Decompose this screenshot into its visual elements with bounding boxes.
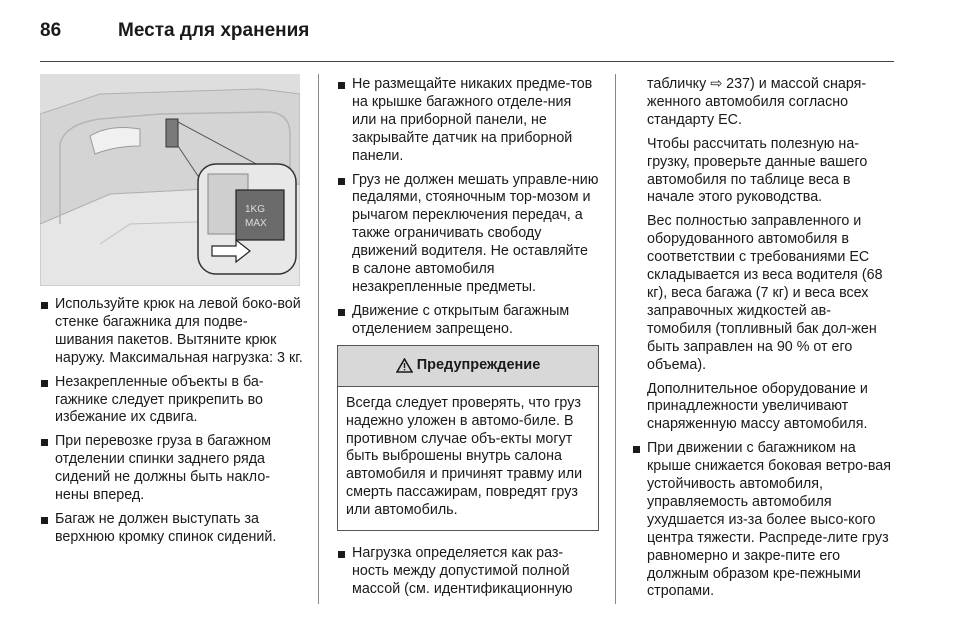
list-item: Нагрузка определяется как раз-ность между допустимой полной массой (см. идентификационную bbox=[337, 545, 599, 599]
bullet-list bbox=[632, 440, 894, 601]
list-item: Груз не должен мешать управле-нию педалями, стояночным тор-мозом и рычагом переключения передач, а также ограничивать свободу движений водителя. Не оставляйте в салоне автомобиля незакрепленные предметы. bbox=[337, 172, 599, 297]
warning-title: Предупреждение bbox=[416, 356, 541, 373]
paragraph: табличку ⇨ 237) и массой снаря-женного автомобиля согласно стандарту ЕС. bbox=[647, 76, 867, 128]
list-item: При перевозке груза в багажном отделении спинки заднего ряда сидений не должны быть накло-нены вперед. bbox=[40, 433, 303, 505]
page-header bbox=[40, 18, 894, 58]
list-item: Незакрепленные объекты в ба-гажнике следует прикрепить во избежание их сдвига. bbox=[40, 374, 303, 428]
column-1 bbox=[40, 74, 303, 553]
warning-triangle-icon bbox=[396, 358, 413, 373]
column-2 bbox=[337, 76, 599, 605]
list-item: Багаж не должен выступать за верхнюю кромку спинок сидений. bbox=[40, 511, 303, 547]
hook-label-max: MAX bbox=[245, 218, 267, 229]
list-item: Движение с открытым багажным отделением запрещено. bbox=[337, 303, 599, 339]
column-3 bbox=[632, 76, 894, 607]
bullet-list bbox=[337, 545, 599, 599]
trunk-illustration-svg bbox=[40, 74, 300, 286]
paragraph: Дополнительное оборудование и принадлежности увеличивают снаряженную массу автомобиля. bbox=[647, 380, 868, 433]
page-title: Места для хранения bbox=[118, 20, 310, 41]
list-item: Не размещайте никаких предме-тов на крышке багажного отделе-ния или на приборной панели, не закрывайте датчик на приборной панели. bbox=[337, 76, 599, 166]
paragraph: Чтобы рассчитать полезную на-грузку, проверьте данные вашего автомобиля по таблице веса в начале этого руководства. bbox=[647, 135, 868, 206]
bullet-list bbox=[40, 296, 303, 547]
column-divider bbox=[615, 74, 616, 604]
bullet-list bbox=[337, 76, 599, 339]
column-divider bbox=[318, 74, 319, 604]
warning-text: Всегда следует проверять, что груз надежно уложен в автомо-биле. В противном случае объ-екты могут быть выброшены внутрь салона автомобиля и причинят травму или смерть пассажирам, повредят груз или автомобиль. bbox=[346, 394, 583, 519]
list-item: Используйте крюк на левой боко-вой стенке багажника для подве-шивания пакетов. Вытяните крюк наружу. Максимальная нагрузка: 3 кг. bbox=[40, 296, 303, 368]
warning-box bbox=[337, 345, 599, 531]
header-rule bbox=[40, 61, 894, 62]
paragraph: Вес полностью заправленного и оборудованного автомобиля в соответствии с требованиями ЕС складывается из веса водителя (68 кг), веса багажа (7 кг) и веса всех заправочных жидкостей ав-томобиля (топливный бак дол-жен быть заправлен на 90 % от его объема). bbox=[647, 213, 883, 373]
list-item: При движении с багажником на крыше снижается боковая ветро-вая устойчивость автомобиля, управляемость автомобиля ухудшается из-за более высо-кого центра тяжести. Распреде-лите груз равномерно и закре-пите его должным образом кре-пежными стропами. bbox=[632, 440, 894, 601]
page-number: 86 bbox=[40, 20, 62, 41]
hook-label-kg: 1KG bbox=[245, 204, 266, 215]
trunk-hook-illustration bbox=[40, 74, 300, 286]
warning-header bbox=[338, 346, 598, 387]
